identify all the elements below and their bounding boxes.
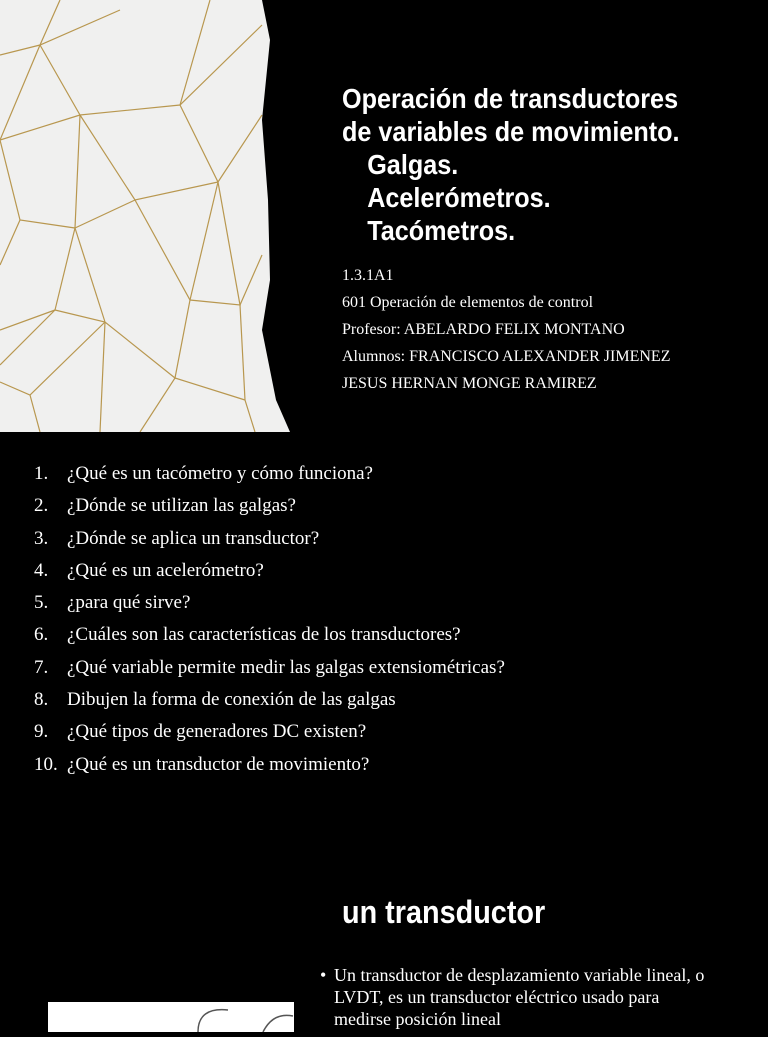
list-item <box>34 523 505 555</box>
item-text: ¿Qué tipos de generadores DC existen? <box>67 721 367 743</box>
lvdt-image <box>48 1002 294 1032</box>
item-number: 7. <box>34 656 49 678</box>
list-item <box>34 555 505 587</box>
course-name: 601 Operación de elementos de control <box>342 294 594 311</box>
item-text: ¿Qué es un acelerómetro? <box>67 559 264 581</box>
list-item <box>34 684 505 716</box>
item-text: ¿Dónde se utilizan las galgas? <box>67 495 296 517</box>
item-number: 5. <box>34 592 49 614</box>
list-item <box>34 716 505 748</box>
title-slide <box>0 0 768 432</box>
bullet-point <box>320 964 720 1030</box>
item-number: 10. <box>34 753 58 775</box>
slide-title: un transductor <box>342 894 546 930</box>
course-code: 1.3.1A1 <box>342 267 394 284</box>
slide-title <box>342 82 720 247</box>
item-number: 6. <box>34 624 49 646</box>
item-text: ¿Qué es un transductor de movimiento? <box>67 753 370 775</box>
slide-metadata <box>342 266 752 401</box>
bullet-text: Un transductor de desplazamiento variable lineal, o LVDT, es un transductor eléctrico usado para medirse posición lineal <box>334 965 705 1029</box>
item-text: Dibujen la forma de conexión de las galgas <box>67 689 396 711</box>
item-text: ¿Qué variable permite medir las galgas extensiométricas? <box>67 656 505 678</box>
professor-name: Profesor: ABELARDO FELIX MONTANO <box>342 321 625 338</box>
list-item <box>34 458 505 490</box>
item-number: 3. <box>34 527 49 549</box>
title-line-1: Operación de transductores <box>342 83 679 114</box>
item-number: 2. <box>34 495 49 517</box>
item-number: 4. <box>34 559 49 581</box>
students-names: Alumnos: FRANCISCO ALEXANDER JIMENEZ <box>342 348 671 365</box>
title-line-2: de variables de movimiento. <box>342 116 680 147</box>
transducer-slide <box>0 862 768 1029</box>
bullet-icon: • <box>320 965 327 985</box>
item-number: 9. <box>34 721 49 743</box>
item-number: 1. <box>34 463 49 484</box>
lvdt-diagram-icon <box>48 1002 294 1032</box>
list-item <box>34 619 505 651</box>
subtitle-acelerometros: Acelerómetros. <box>367 182 551 213</box>
item-text: ¿Qué es un tacómetro y cómo funciona? <box>67 463 373 484</box>
geometric-paper-decoration <box>0 0 300 432</box>
list-item <box>34 587 505 619</box>
list-item <box>34 749 505 781</box>
list-item <box>34 490 505 522</box>
questions-list <box>34 458 505 781</box>
list-item <box>34 652 505 684</box>
student-name-2: JESUS HERNAN MONGE RAMIREZ <box>342 375 597 392</box>
questions-slide <box>0 432 768 862</box>
item-text: ¿Cuáles son las características de los transductores? <box>67 624 461 646</box>
item-number: 8. <box>34 689 49 711</box>
subtitle-tacometros: Tacómetros. <box>367 215 516 246</box>
item-text: ¿para qué sirve? <box>67 592 191 614</box>
subtitle-galgas: Galgas. <box>367 149 459 180</box>
item-text: ¿Dónde se aplica un transductor? <box>67 527 320 549</box>
